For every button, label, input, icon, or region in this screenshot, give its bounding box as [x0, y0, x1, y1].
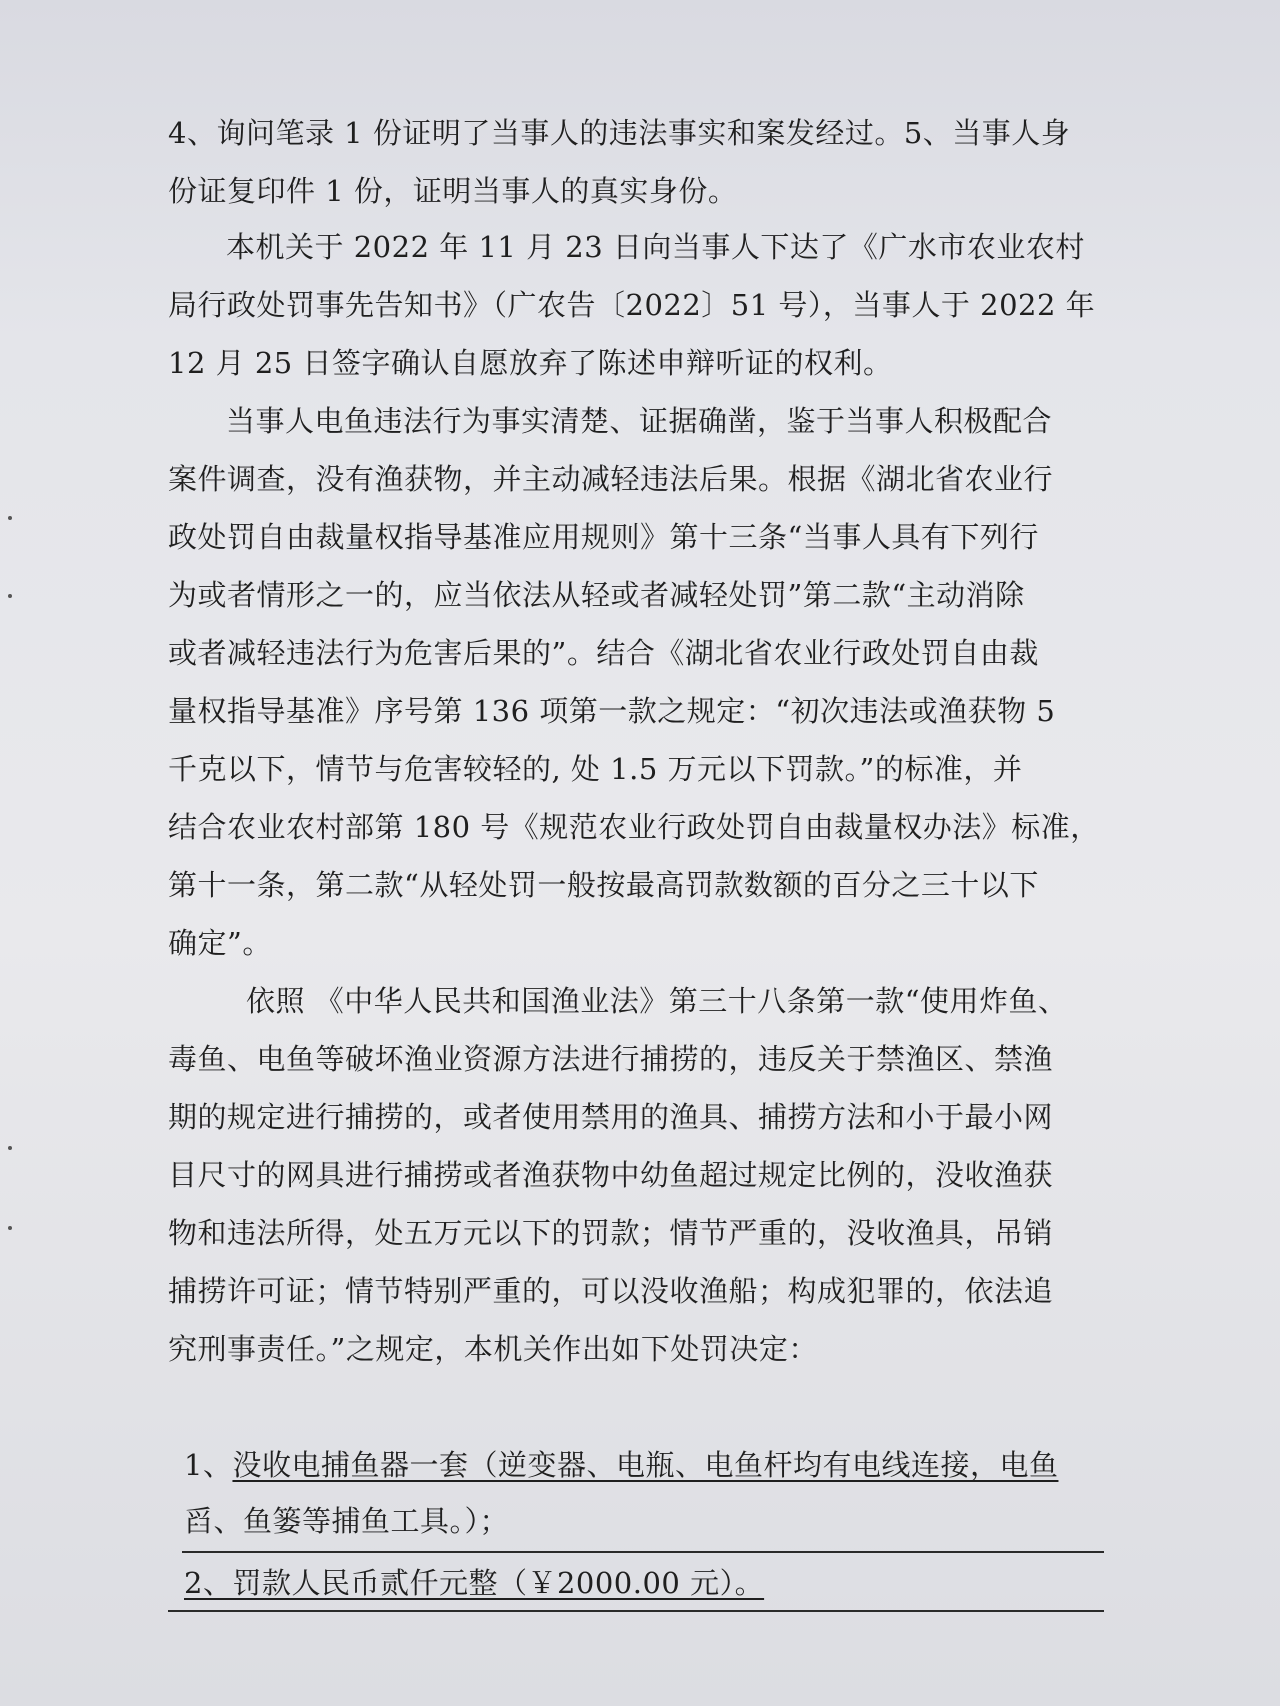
decision-item-text: 舀、鱼篓等捕鱼工具。）； — [184, 1504, 510, 1538]
paragraph-evidence — [168, 104, 1103, 220]
text-line: 案件调查，没有渔获物，并主动减轻违法后果。根据《湖北省农业行 — [168, 462, 1054, 496]
underline-rule — [182, 1551, 1104, 1553]
text-line: 目尺寸的网具进行捕捞或者渔获物中幼鱼超过规定比例的，没收渔获 — [168, 1158, 1054, 1192]
decision-item-1-line-1 — [184, 1440, 1058, 1490]
text-line: 份证复印件 1 份，证明当事人的真实身份。 — [168, 174, 738, 208]
paragraph-notice — [168, 218, 1103, 392]
text-line: 结合农业农村部第 180 号《规范农业行政处罚自由裁量权办法》标准， — [168, 810, 1100, 844]
paragraph-mitigation — [168, 392, 1103, 972]
decision-item-number: 1、 — [184, 1448, 233, 1482]
text-line: 毒鱼、电鱼等破坏渔业资源方法进行捕捞的，违反关于禁渔区、禁渔 — [168, 1042, 1054, 1076]
text-line: 第十一条，第二款“从轻处罚一般按最高罚款数额的百分之三十以下 — [168, 868, 1039, 902]
text-line: 捕捞许可证；情节特别严重的，可以没收渔船；构成犯罪的，依法追 — [168, 1274, 1054, 1308]
text-line: 物和违法所得，处五万元以下的罚款；情节严重的，没收渔具，吊销 — [168, 1216, 1054, 1250]
paragraph-legal-basis — [168, 972, 1103, 1378]
margin-mark — [8, 594, 12, 598]
decision-item-1-line-2 — [184, 1496, 509, 1546]
text-line: 或者减轻违法行为危害后果的”。结合《湖北省农业行政处罚自由裁 — [168, 636, 1039, 670]
text-line: 4、询问笔录 1 份证明了当事人的违法事实和案发经过。5、当事人身 — [168, 116, 1071, 150]
margin-mark — [8, 1226, 12, 1230]
text-line: 依照 《中华人民共和国渔业法》第三十八条第一款“使用炸鱼、 — [246, 984, 1068, 1018]
text-line: 确定”。 — [168, 926, 272, 960]
decision-item-2 — [184, 1558, 764, 1608]
text-line: 局行政处罚事先告知书》（广农告〔2022〕51 号），当事人于 2022 年 — [168, 288, 1096, 322]
underline-rule — [168, 1610, 1104, 1612]
margin-mark — [8, 1146, 12, 1150]
text-line: 期的规定进行捕捞的，或者使用禁用的渔具、捕捞方法和小于最小网 — [168, 1100, 1054, 1134]
text-line: 为或者情形之一的，应当依法从轻或者减轻处罚”第二款“主动消除 — [168, 578, 1025, 612]
margin-mark — [8, 516, 12, 520]
decision-item-text: 没收电捕鱼器一套（逆变器、电瓶、电鱼杆均有电线连接，电鱼 — [232, 1448, 1059, 1482]
text-line: 本机关于 2022 年 11 月 23 日向当事人下达了《广水市农业农村 — [226, 230, 1085, 264]
text-line: 究刑事责任。”之规定，本机关作出如下处罚决定： — [168, 1332, 818, 1366]
decision-item-text: 2、罚款人民币贰仟元整（￥2000.00 元）。 — [184, 1566, 765, 1600]
text-line: 千克以下，情节与危害较轻的, 处 1.5 万元以下罚款。”的标准，并 — [168, 752, 1023, 786]
text-line: 量权指导基准》序号第 136 项第一款之规定：“初次违法或渔获物 5 — [168, 694, 1056, 728]
text-line: 12 月 25 日签字确认自愿放弃了陈述申辩听证的权利。 — [168, 346, 893, 380]
text-line: 当事人电鱼违法行为事实清楚、证据确凿，鉴于当事人积极配合 — [226, 404, 1053, 438]
text-line: 政处罚自由裁量权指导基准应用规则》第十三条“当事人具有下列行 — [168, 520, 1039, 554]
